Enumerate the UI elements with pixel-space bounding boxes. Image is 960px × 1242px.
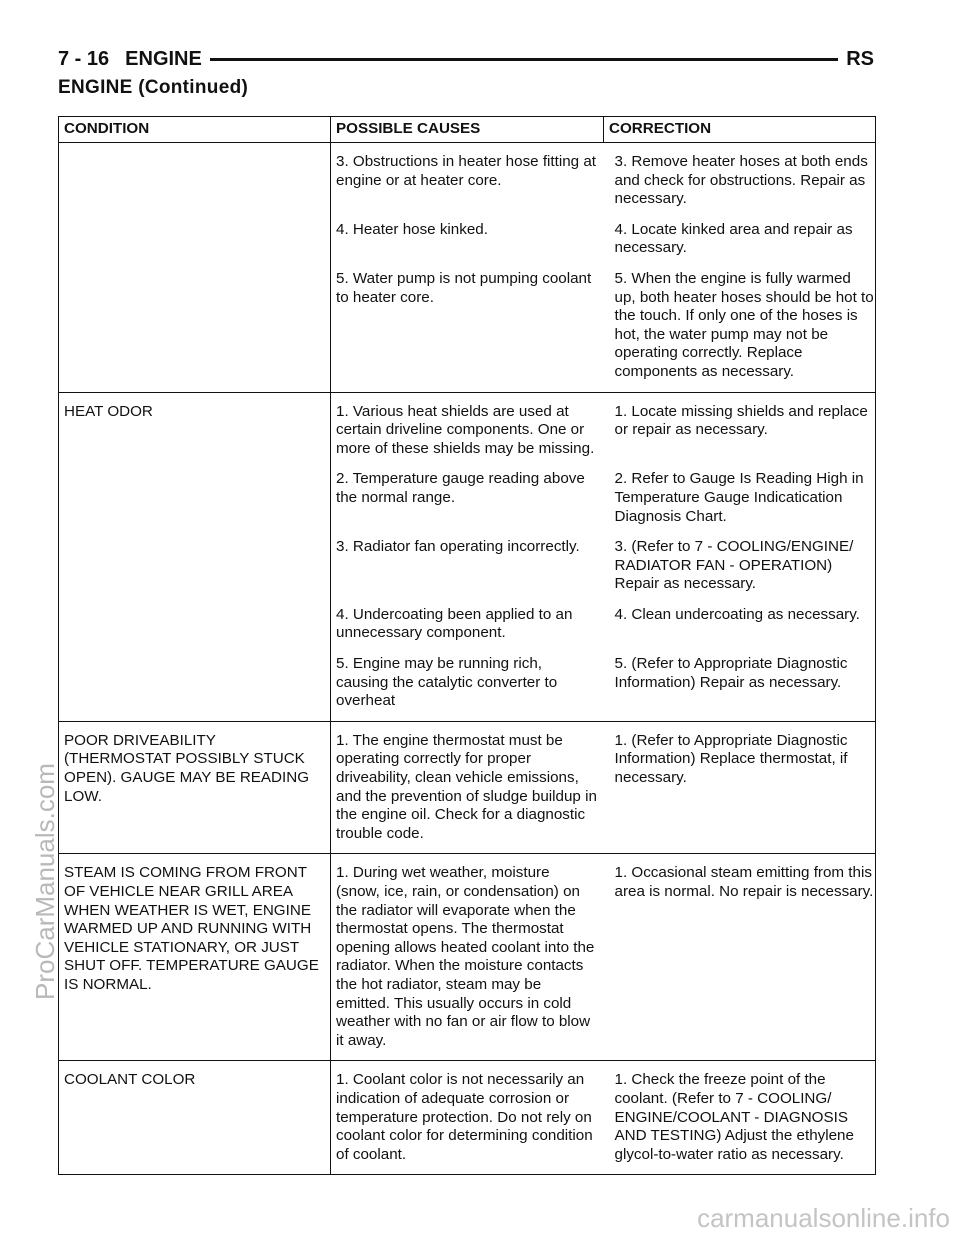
table-row xyxy=(331,209,875,258)
table-row xyxy=(331,854,875,1060)
condition-cell xyxy=(59,392,331,721)
diagnosis-table xyxy=(58,116,876,1175)
table-row xyxy=(331,722,875,854)
table-group xyxy=(59,1061,876,1175)
correction: 1. Check the freeze point of the coolant. (Refer to 7 - COOLING/ ENGINE/COOLANT - DIAGNOSIS AND TESTING) Adjust the ethylene glycol-to-water ratio as necessary. xyxy=(614,1071,854,1163)
cause-correction-cell xyxy=(331,143,876,393)
condition-text: COOLANT COLOR xyxy=(64,1071,196,1089)
column-header-correction: CORRECTION xyxy=(604,117,876,143)
condition-text: STEAM IS COMING FROM FRONT OF VEHICLE NEAR GRILL AREA WHEN WEATHER IS WET, ENGINE WARMED UP AND RUNNING WITH VEHICLE STATIONARY, OR JUST SHUT OFF. TEMPERATURE GAUGE IS NORMAL. xyxy=(64,864,319,993)
correction: 3. (Refer to 7 - COOLING/ENGINE/ RADIATOR FAN - OPERATION) Repair as necessary. xyxy=(614,538,854,593)
condition-cell xyxy=(59,854,331,1061)
possible-cause: 5. Engine may be running rich, causing the catalytic converter to overheat xyxy=(336,655,558,710)
table-group xyxy=(59,392,876,721)
possible-cause: 1. During wet weather, moisture (snow, ice, rain, or condensation) on the radiator will evaporate when the thermostat opens. The thermostat opening allows heated coolant into the radiator. When the moisture contacts the hot radiator, steam may be emitted. This usually occurs in cold weather with no fan or air flow to blow it away. xyxy=(336,864,595,1049)
table-row xyxy=(331,526,875,594)
cause-correction-cell xyxy=(331,721,876,854)
condition-text: HEAT ODOR xyxy=(64,402,153,420)
table-row xyxy=(331,1061,875,1174)
column-header-condition: CONDITION xyxy=(59,117,331,143)
correction: 1. Locate missing shields and replace or repair as necessary. xyxy=(614,402,868,439)
correction: 3. Remove heater hoses at both ends and check for obstructions. Repair as necessary. xyxy=(614,153,868,208)
section-title: ENGINE xyxy=(125,47,202,70)
table-row xyxy=(331,393,875,459)
page-number: 7 - 16 xyxy=(58,47,110,70)
table-group xyxy=(59,721,876,854)
manual-code: RS xyxy=(846,47,874,70)
side-watermark: ProCarManuals.com xyxy=(30,763,60,1000)
correction: 5. (Refer to Appropriate Diagnostic Information) Repair as necessary. xyxy=(614,655,848,691)
possible-cause: 1. Coolant color is not necessarily an indication of adequate corrosion or temperature protection. Do not rely on coolant color for determining condition of coolant. xyxy=(336,1071,593,1163)
header-rule xyxy=(210,58,838,61)
correction: 1. (Refer to Appropriate Diagnostic Information) Replace thermostat, if necessary. xyxy=(614,731,848,787)
table-group xyxy=(59,854,876,1061)
possible-cause: 1. The engine thermostat must be operating correctly for proper driveability, clean vehicle emissions, and the prevention of sludge buildup in the engine oil. Check for a diagnostic trouble code. xyxy=(336,731,597,842)
column-header-possible-causes: POSSIBLE CAUSES xyxy=(331,117,604,143)
table-row xyxy=(331,458,875,526)
cause-correction-cell xyxy=(331,392,876,721)
table-header-row xyxy=(59,117,876,143)
table-row xyxy=(331,258,875,392)
condition-cell xyxy=(59,721,331,854)
condition-cell xyxy=(59,143,331,393)
table-row xyxy=(331,594,875,643)
bottom-watermark: carmanualsonline.info xyxy=(697,1203,950,1233)
page-header xyxy=(58,44,874,74)
possible-cause: 4. Heater hose kinked. xyxy=(336,220,488,238)
possible-cause: 4. Undercoating been applied to an unnecessary component. xyxy=(336,605,573,642)
possible-cause: 3. Obstructions in heater hose fitting at engine or at heater core. xyxy=(336,153,597,189)
table-row xyxy=(331,643,875,721)
correction: 2. Refer to Gauge Is Reading High in Temperature Gauge Indicatication Diagnosis Chart. xyxy=(614,470,864,525)
correction: 4. Clean undercoating as necessary. xyxy=(614,605,860,623)
correction: 4. Locate kinked area and repair as necessary. xyxy=(614,220,853,257)
correction: 5. When the engine is fully warmed up, both heater hoses should be hot to the touch. If only one of the hoses is hot, the water pump may not be operating correctly. Replace components as necessary. xyxy=(614,269,874,380)
cause-correction-cell xyxy=(331,854,876,1061)
possible-cause: 2. Temperature gauge reading above the normal range. xyxy=(336,470,585,506)
correction: 1. Occasional steam emitting from this area is normal. No repair is necessary. xyxy=(614,864,874,900)
condition-text: POOR DRIVEABILITY (THERMOSTAT POSSIBLY STUCK OPEN). GAUGE MAY BE READING LOW. xyxy=(64,731,310,805)
page-subheading: ENGINE (Continued) xyxy=(58,77,249,98)
table-row xyxy=(331,143,875,209)
condition-cell xyxy=(59,1061,331,1175)
condition-text xyxy=(59,143,330,153)
possible-cause: 5. Water pump is not pumping coolant to heater core. xyxy=(336,269,592,306)
table-group xyxy=(59,143,876,393)
cause-correction-cell xyxy=(331,1061,876,1175)
possible-cause: 3. Radiator fan operating incorrectly. xyxy=(336,538,580,556)
possible-cause: 1. Various heat shields are used at certain driveline components. One or more of these shields may be missing. xyxy=(336,402,595,457)
